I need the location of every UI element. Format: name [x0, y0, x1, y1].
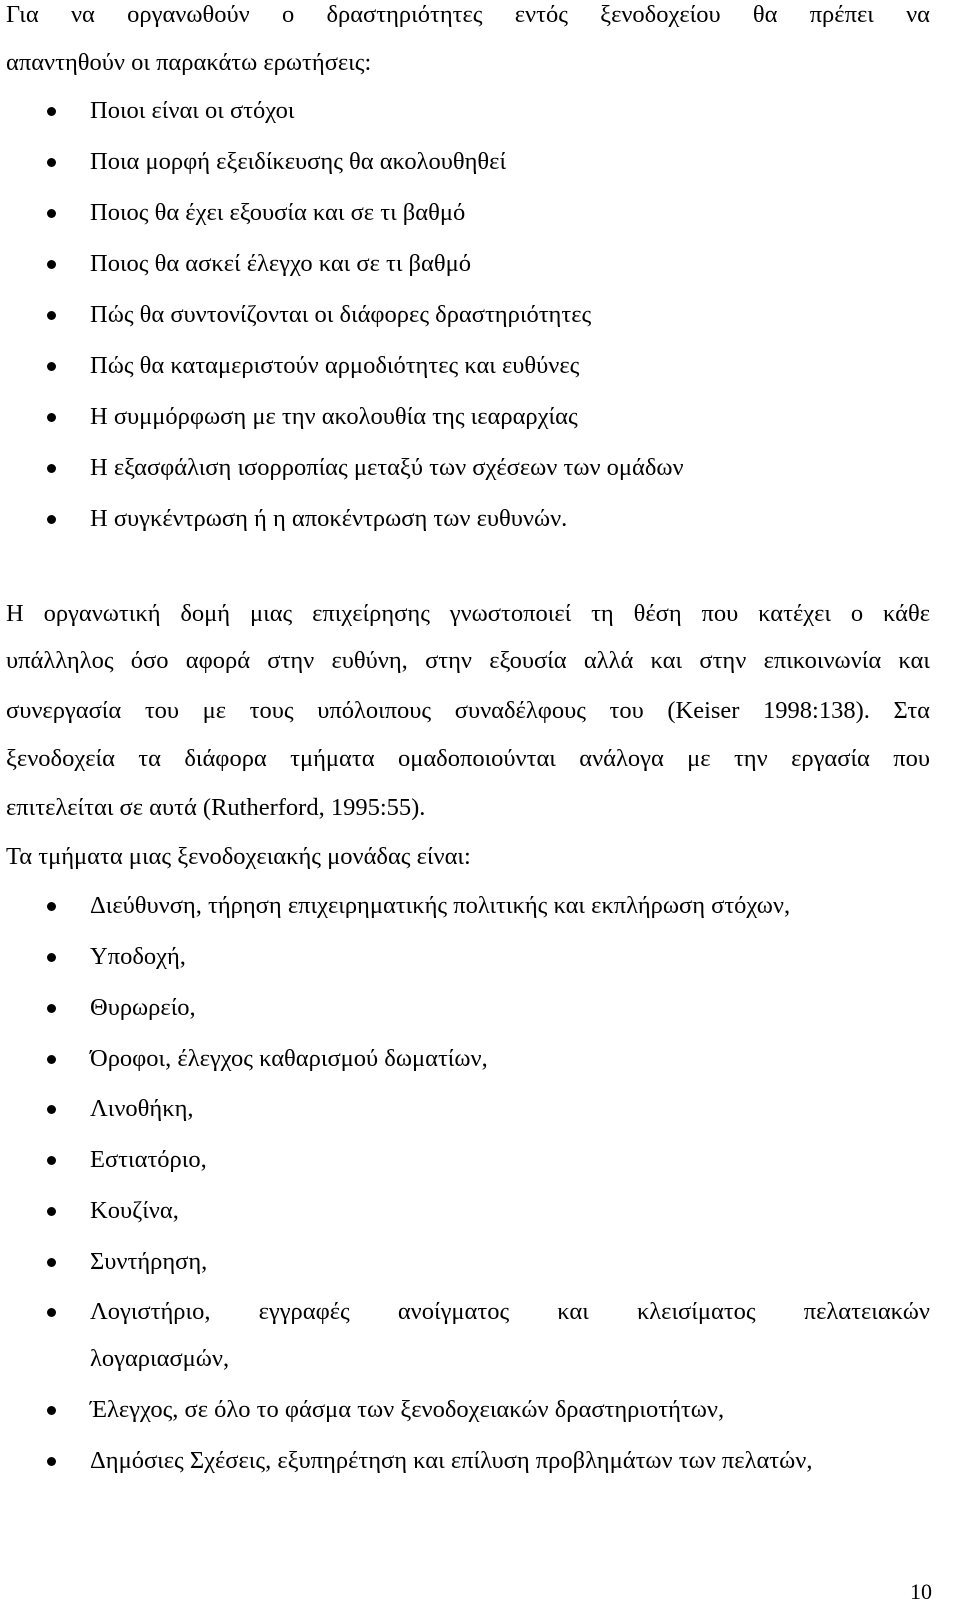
list-item-text: Λινοθήκη, — [90, 1095, 194, 1122]
list-item-continuation — [0, 1344, 960, 1374]
intro-line-2: απαντηθούν οι παρακάτω ερωτήσεις: — [6, 49, 372, 76]
paragraph-line: Η οργανωτική δομή μιας επιχείρησης γνωστοποιεί τη θέση που κατέχει ο κάθε — [6, 600, 930, 627]
list-item-text: Διεύθυνση, τήρηση επιχειρηματικής πολιτικής και εκπλήρωση στόχων, — [90, 892, 791, 919]
list-item — [0, 1196, 960, 1226]
list-item-text: Πώς θα καταμεριστούν αρμοδιότητες και ευθύνες — [90, 352, 580, 379]
bullet-icon — [47, 1207, 56, 1216]
list-item-text: Ποιος θα ασκεί έλεγχο και σε τι βαθμό — [90, 250, 471, 277]
list-item — [0, 993, 960, 1023]
bullet-icon — [47, 1156, 56, 1165]
paragraph-line: υπάλληλος όσο αφορά στην ευθύνη, στην εξουσία αλλά και στην επικοινωνία και — [6, 647, 930, 674]
list-item-text: Συντήρηση, — [90, 1248, 208, 1275]
bullet-icon — [47, 1258, 56, 1267]
list-item — [0, 1044, 960, 1074]
bullet-icon — [47, 1308, 56, 1317]
list-item — [0, 402, 960, 432]
list-item — [0, 942, 960, 972]
departments-intro: Τα τμήματα μιας ξενοδοχειακής μονάδας είναι: — [6, 843, 471, 870]
list-item-text: Η εξασφάλιση ισορροπίας μεταξύ των σχέσεων των ομάδων — [90, 454, 684, 481]
list-item-text: Πώς θα συντονίζονται οι διάφορες δραστηριότητες — [90, 301, 592, 328]
list-item — [0, 1395, 960, 1425]
bullet-icon — [47, 1004, 56, 1013]
paragraph-line: συνεργασία του με τους υπόλοιπους συναδέλφους του (Keiser 1998:138). Στα — [6, 697, 930, 724]
list-item — [0, 1446, 960, 1476]
bullet-icon — [47, 209, 56, 218]
list-item-text: Δημόσιες Σχέσεις, εξυπηρέτηση και επίλυση προβλημάτων των πελατών, — [90, 1447, 813, 1474]
bullet-icon — [47, 1406, 56, 1415]
list-item — [0, 1297, 960, 1327]
intro-line-1: Για να οργανωθούν ο δραστηριότητες εντός ξενοδοχείου θα πρέπει να — [6, 1, 930, 28]
paragraph-line: ξενοδοχεία τα διάφορα τμήματα ομαδοποιούνται ανάλογα με την εργασία που — [6, 745, 930, 772]
list-item — [0, 1247, 960, 1277]
list-item-text: Η συγκέντρωση ή η αποκέντρωση των ευθυνών. — [90, 505, 568, 532]
list-item-text: Κουζίνα, — [90, 1197, 179, 1224]
list-item — [0, 504, 960, 534]
list-item-text: Λογιστήριο, εγγραφές ανοίγματος και κλεισίματος πελατειακών — [90, 1298, 930, 1325]
paragraph-line: επιτελείται σε αυτά (Rutherford, 1995:55). — [6, 794, 426, 821]
bullet-icon — [47, 158, 56, 167]
list-item-text: Όροφοι, έλεγχος καθαρισμού δωματίων, — [90, 1045, 488, 1072]
bullet-icon — [47, 362, 56, 371]
bullet-icon — [47, 953, 56, 962]
list-item — [0, 351, 960, 381]
list-item — [0, 453, 960, 483]
list-item-text: Ποια μορφή εξειδίκευσης θα ακολουθηθεί — [90, 148, 507, 175]
bullet-icon — [47, 464, 56, 473]
bullet-icon — [47, 107, 56, 116]
list-item — [0, 1094, 960, 1124]
list-item-text: Θυρωρείο, — [90, 994, 196, 1021]
list-item — [0, 249, 960, 279]
list-item-text: Η συμμόρφωση με την ακολουθία της ιεαραρχίας — [90, 403, 578, 430]
bullet-icon — [47, 1055, 56, 1064]
list-item — [0, 891, 960, 921]
list-item — [0, 1145, 960, 1175]
list-item-text: Έλεγχος, σε όλο το φάσμα των ξενοδοχειακών δραστηριοτήτων, — [90, 1396, 725, 1423]
bullet-icon — [47, 1457, 56, 1466]
list-item-text: λογαριασμών, — [90, 1345, 230, 1372]
list-item-text: Ποιος θα έχει εξουσία και σε τι βαθμό — [90, 199, 466, 226]
list-item — [0, 96, 960, 126]
bullet-icon — [47, 260, 56, 269]
list-item — [0, 198, 960, 228]
list-item-text: Υποδοχή, — [90, 943, 186, 970]
page-number: 10 — [910, 1579, 932, 1604]
bullet-icon — [47, 902, 56, 911]
bullet-icon — [47, 311, 56, 320]
bullet-icon — [47, 515, 56, 524]
bullet-icon — [47, 413, 56, 422]
list-item-text: Εστιατόριο, — [90, 1146, 207, 1173]
list-item — [0, 147, 960, 177]
list-item — [0, 300, 960, 330]
list-item-text: Ποιοι είναι οι στόχοι — [90, 97, 295, 124]
bullet-icon — [47, 1105, 56, 1114]
